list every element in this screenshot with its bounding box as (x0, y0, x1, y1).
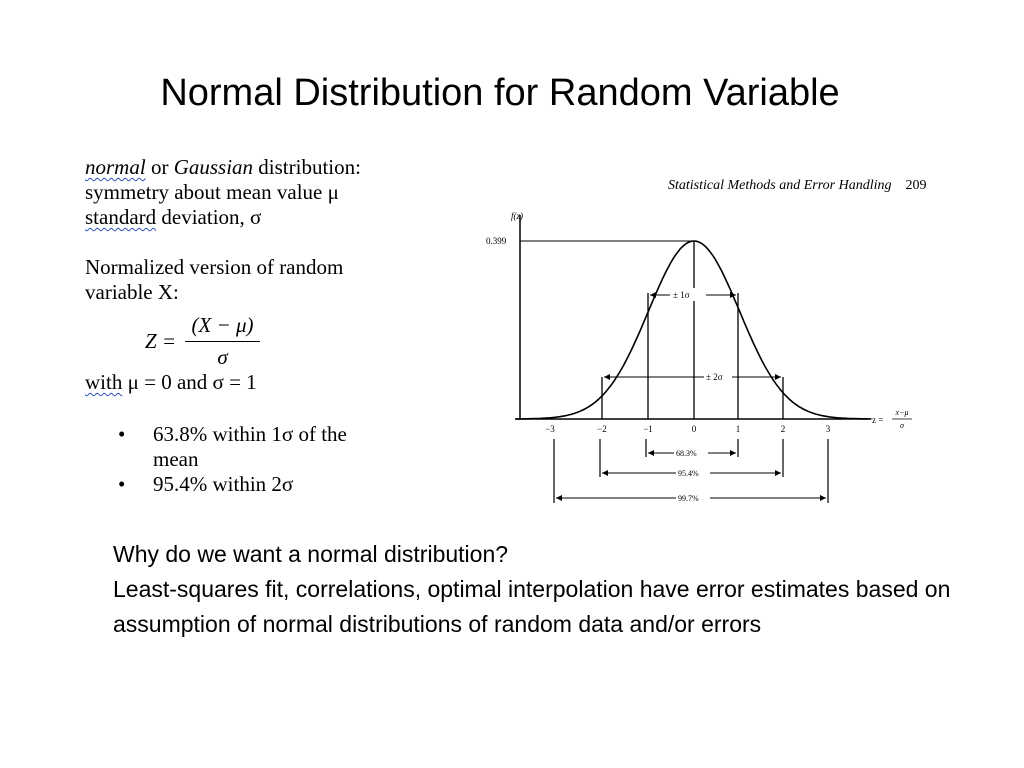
formula-denominator: σ (217, 345, 228, 369)
arrowhead (556, 495, 562, 501)
bottom-text-block (113, 537, 993, 642)
figure-header-title: Statistical Methods and Error Handling (668, 178, 892, 193)
normal-distribution-figure (480, 205, 930, 510)
arrowhead (775, 470, 781, 476)
fraction-bar (185, 341, 260, 342)
left-line-3 (85, 205, 415, 230)
arrowhead (602, 470, 608, 476)
arrowhead (775, 374, 781, 380)
word-normal: normal (85, 155, 146, 179)
bullet-list (118, 422, 388, 497)
x-tick-label: 3 (825, 424, 831, 434)
x-tick-label: −2 (597, 424, 607, 434)
bullet-item (118, 472, 388, 497)
band-2sigma-label: ± 2σ (706, 372, 723, 382)
bottom-question: Why do we want a normal distribution? (113, 541, 509, 567)
x-axis-label-denominator: σ (900, 421, 904, 430)
x-tick-label: 2 (780, 424, 786, 434)
pct-997-label: 99.7% (678, 494, 699, 503)
with-line (85, 370, 257, 395)
slide-title: Normal Distribution for Random Variable (160, 72, 840, 114)
arrowhead (604, 374, 610, 380)
word-gaussian: Gaussian (173, 155, 254, 179)
x-tick-label: −1 (643, 424, 653, 434)
arrowhead (820, 495, 826, 501)
with-line-rest: μ = 0 and σ = 1 (122, 370, 257, 394)
word-or: or (145, 155, 174, 179)
bullet-dot: • (118, 422, 126, 446)
left-line-4: Normalized version of random (85, 255, 344, 279)
word-standard: standard (85, 205, 157, 229)
pct-68-label: 68.3% (676, 449, 697, 458)
left-line-5: variable X: (85, 280, 179, 304)
figure-page-number: 209 (905, 178, 927, 193)
x-axis-label-numerator: x−μ (895, 408, 909, 417)
bullet-item (118, 422, 388, 472)
arrowhead (730, 450, 736, 456)
x-tick-label: 0 (691, 424, 697, 434)
y-axis-label: f(z) (511, 211, 523, 221)
bottom-answer: Least-squares fit, correlations, optimal interpolation have error estimates based on assumption of normal distributions of random data and/or errors (113, 576, 951, 637)
band-1sigma-label: ± 1σ (673, 290, 690, 300)
line-3-rest: deviation, σ (156, 205, 262, 229)
bullet-text: 95.4% within 2σ (153, 472, 294, 496)
figure-header (668, 178, 926, 194)
left-line-1 (85, 155, 415, 180)
formula-lhs: Z = (145, 329, 177, 353)
pct-95-label: 95.4% (678, 469, 699, 478)
x-tick-label: 1 (735, 424, 741, 434)
word-with: with (85, 370, 123, 394)
x-axis-label: z = (872, 415, 884, 425)
peak-value-label: 0.399 (486, 236, 507, 246)
arrowhead (648, 450, 654, 456)
left-line-2: symmetry about mean value μ (85, 180, 339, 204)
z-formula (145, 313, 295, 373)
bullet-text: 63.8% within 1σ of the mean (153, 422, 347, 471)
arrowhead (650, 292, 656, 298)
left-text-block (85, 155, 415, 305)
bullet-dot: • (118, 472, 126, 496)
line-1-rest: distribution: (253, 155, 361, 179)
x-tick-label: −3 (545, 424, 555, 434)
formula-numerator: (X − μ) (191, 313, 254, 337)
